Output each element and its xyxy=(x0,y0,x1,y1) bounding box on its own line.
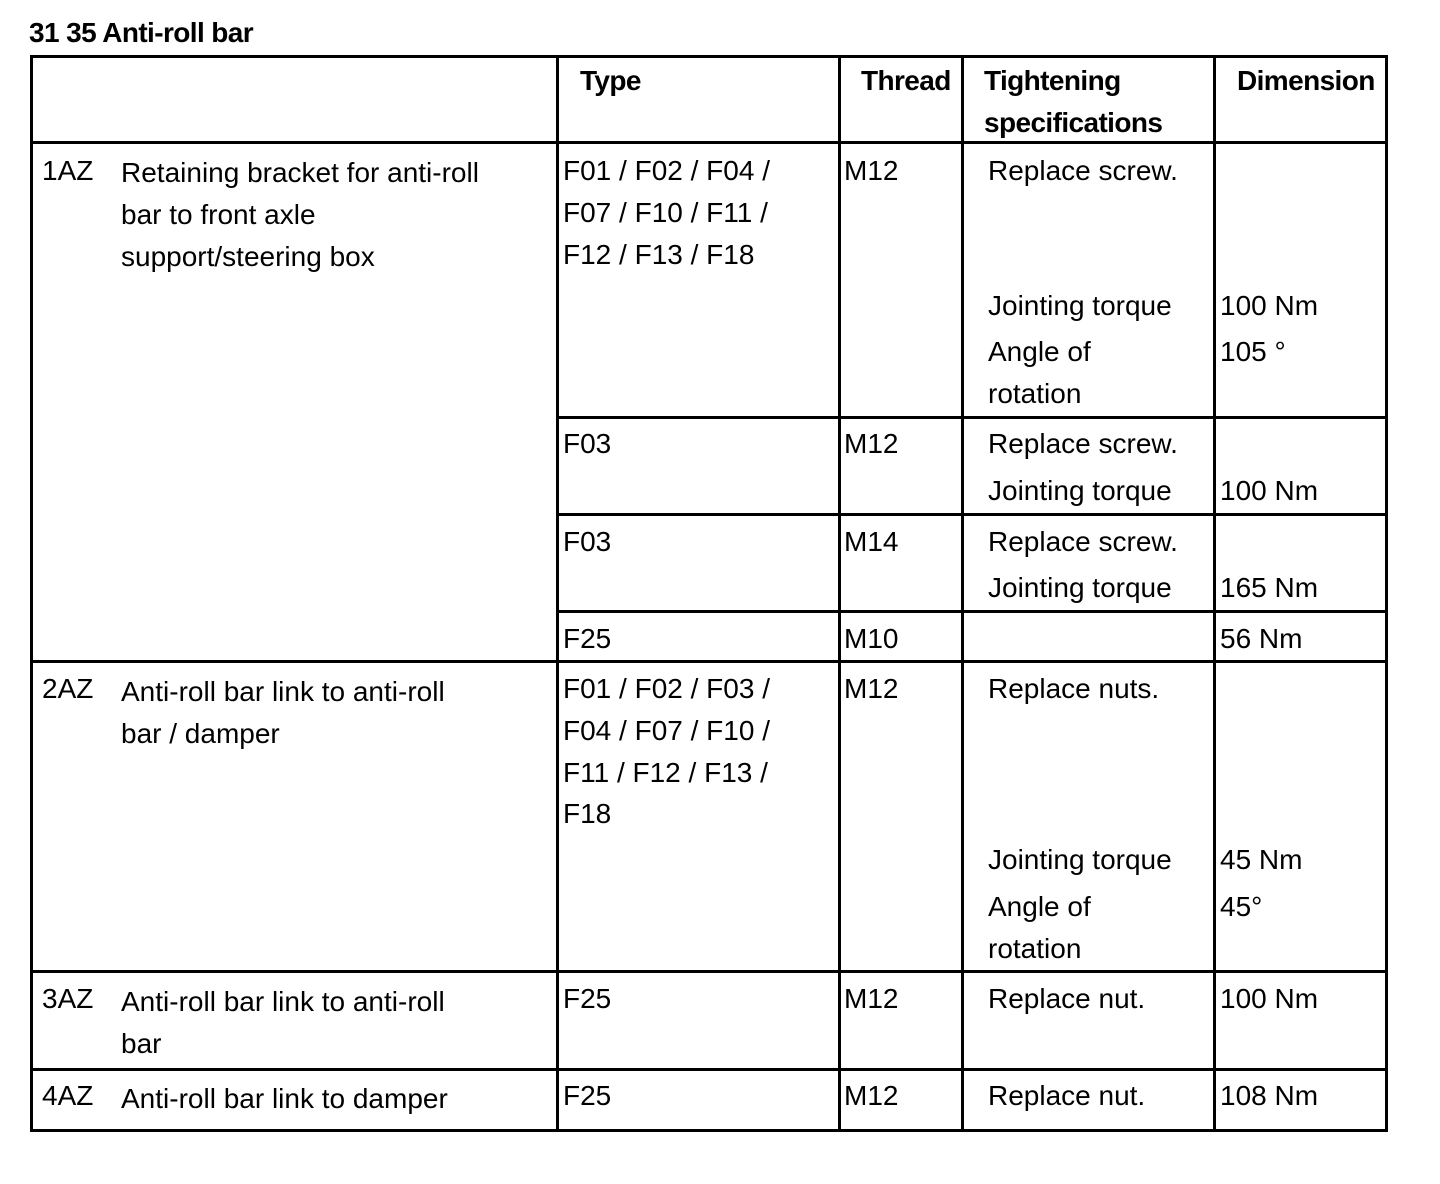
type-cell-line: F12 / F13 / F18 xyxy=(563,239,755,270)
spec-line: rotation xyxy=(988,933,1082,964)
row-divider xyxy=(30,970,1388,973)
thread-cell: M10 xyxy=(844,623,899,654)
thread-cell: M12 xyxy=(844,673,899,704)
header-type: Type xyxy=(580,65,641,96)
row-description-line: Retaining bracket for anti-roll xyxy=(121,157,479,188)
spec-line: Replace nuts. xyxy=(988,673,1160,704)
thread-cell: M12 xyxy=(844,983,899,1014)
page-title: 31 35 Anti-roll bar xyxy=(29,17,254,48)
spec-line: Replace screw. xyxy=(988,428,1178,459)
row-description-line: bar xyxy=(121,1028,162,1059)
dimension-value: 105 ° xyxy=(1220,336,1286,367)
dimension-value: 108 Nm xyxy=(1220,1080,1319,1111)
spec-line: Replace screw. xyxy=(988,155,1178,186)
type-cell-line: F07 / F10 / F11 / xyxy=(563,197,768,228)
row-description-line: Anti-roll bar link to anti-roll xyxy=(121,986,445,1017)
row-divider xyxy=(30,1068,1388,1071)
row-divider xyxy=(30,660,1388,663)
thread-cell: M12 xyxy=(844,155,899,186)
dimension-value: 165 Nm xyxy=(1220,572,1319,603)
type-cell-line: F11 / F12 / F13 / xyxy=(563,757,768,788)
thread-cell: M12 xyxy=(844,428,899,459)
row-divider xyxy=(556,513,1388,516)
spec-line: Replace nut. xyxy=(988,983,1146,1014)
dimension-value: 56 Nm xyxy=(1220,623,1303,654)
column-divider xyxy=(1213,55,1216,1132)
spec-line: Jointing torque xyxy=(988,844,1172,875)
type-cell-line: F04 / F07 / F10 / xyxy=(563,715,770,746)
dimension-value: 100 Nm xyxy=(1220,983,1319,1014)
type-cell-line: F25 xyxy=(563,1080,612,1111)
row-description-line: bar to front axle xyxy=(121,199,316,230)
type-cell-line: F01 / F02 / F04 / xyxy=(563,155,770,186)
spec-line: Angle of xyxy=(988,891,1091,922)
type-cell-line: F03 xyxy=(563,428,612,459)
spec-line: Replace screw. xyxy=(988,526,1178,557)
type-cell-line: F25 xyxy=(563,983,612,1014)
spec-line: Jointing torque xyxy=(988,475,1172,506)
row-description-line: Anti-roll bar link to damper xyxy=(121,1083,448,1114)
type-cell-line: F01 / F02 / F03 / xyxy=(563,673,770,704)
row-divider xyxy=(556,416,1388,419)
spec-line: Jointing torque xyxy=(988,572,1172,603)
header-dimension: Dimension xyxy=(1237,65,1375,96)
dimension-value: 45° xyxy=(1220,891,1263,922)
row-id: 3AZ xyxy=(42,983,94,1014)
dimension-value: 100 Nm xyxy=(1220,475,1319,506)
type-cell-line: F03 xyxy=(563,526,612,557)
thread-cell: M12 xyxy=(844,1080,899,1111)
dimension-value: 100 Nm xyxy=(1220,290,1319,321)
row-id: 4AZ xyxy=(42,1080,94,1111)
column-divider xyxy=(961,55,964,1132)
type-cell-line: F18 xyxy=(563,798,612,829)
spec-line: Jointing torque xyxy=(988,290,1172,321)
row-description-line: support/steering box xyxy=(121,241,375,272)
row-id: 1AZ xyxy=(42,155,94,186)
spec-line: Replace nut. xyxy=(988,1080,1146,1111)
row-divider xyxy=(556,610,1388,613)
dimension-value: 45 Nm xyxy=(1220,844,1303,875)
column-divider xyxy=(838,55,841,1132)
header-thread: Thread xyxy=(861,65,951,96)
row-description-line: bar / damper xyxy=(121,718,280,749)
spec-line: rotation xyxy=(988,378,1082,409)
header-tightening-line2: specifications xyxy=(984,107,1163,138)
spec-line: Angle of xyxy=(988,336,1091,367)
thread-cell: M14 xyxy=(844,526,899,557)
row-id: 2AZ xyxy=(42,673,94,704)
row-description-line: Anti-roll bar link to anti-roll xyxy=(121,676,445,707)
column-divider xyxy=(556,55,559,1132)
row-divider xyxy=(30,141,1388,144)
header-tightening-line1: Tightening xyxy=(984,65,1121,96)
type-cell-line: F25 xyxy=(563,623,612,654)
